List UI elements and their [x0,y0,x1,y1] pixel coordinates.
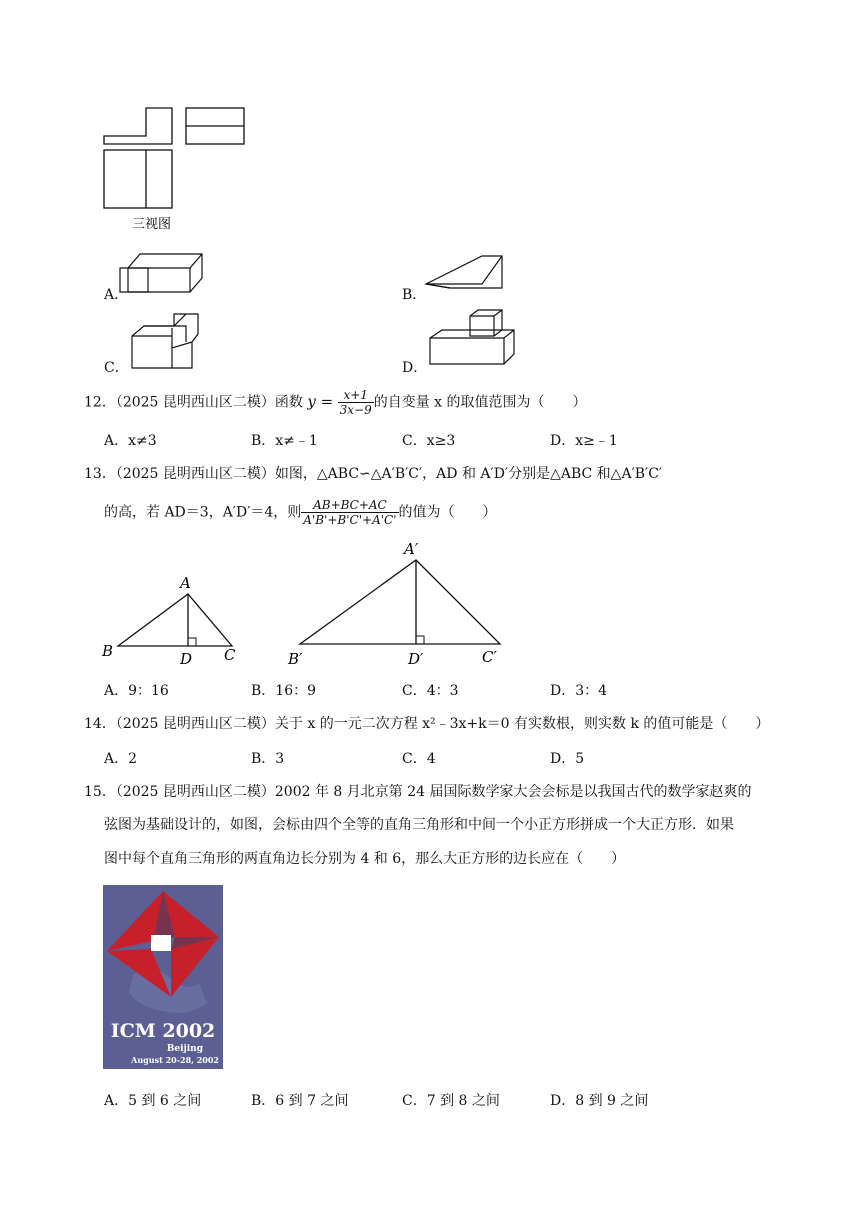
q11-option-a-label: A． [104,287,129,303]
q12-suffix: 的自变量 x 的取值范围为（ ） [373,394,587,411]
tri1-label-d: D [180,650,193,666]
q15-stem-line2: 弦图为基础设计的，如图，会标由四个全等的直角三角形和中间一个小正方形拼成一个大正方形．如果 [104,817,734,833]
q12-option-c: C．x≥3 [402,433,456,449]
q12-stem [84,388,804,417]
logo-title: ICM 2002 [110,1020,216,1042]
q12-y-eq: y = [307,392,334,411]
q13-line2-prefix: 的高，若 AD＝3，A′D′＝4，则 [104,504,302,521]
q15-option-b: B．6 到 7 之间 [251,1093,349,1109]
tri1-label-a: A [180,574,191,592]
q14-option-b: B．3 [251,751,285,767]
icm-2002-logo [103,885,223,1069]
tri1-label-b: B [102,642,114,660]
q14-option-a: A．2 [104,751,138,767]
q14-option-c: C．4 [402,751,436,767]
q13-triangle-abc [100,570,250,666]
q12-prefix: 12．（2025 昆明西山区二模）函数 [84,394,303,411]
q14-stem: 14．（2025 昆明西山区二模）关于 x 的一元二次方程 x²﹣3x+k＝0 有实数根，则实数 k 的值可能是（ ） [84,716,770,732]
q13-option-c: C．4：3 [402,683,459,699]
tri2-label-d: D′ [408,650,424,668]
q12-option-a: A．x≠3 [104,433,157,449]
three-view-caption: 三视图 [132,217,172,232]
q12-option-b: B．x≠﹣1 [251,433,318,449]
tri2-label-c: C′ [482,648,497,666]
q11-option-d-label: D． [402,360,428,376]
q13-option-a: A．9：16 [104,683,169,699]
q14-option-d: D．5 [550,751,585,767]
q13-fraction-numerator: AB+BC+AC [301,498,398,513]
q13-stem-line1: 13．（2025 昆明西山区二模）如图，△ABC∽△A′B′C′，AD 和 A′D′分别是△ABC 和△A′B′C′ [84,466,663,482]
q12-fraction-numerator: x+1 [338,388,374,403]
three-view-figure [100,104,250,234]
q13-option-d: D．3：4 [550,683,608,699]
q11-option-a-figure [118,248,208,296]
q13-line2-suffix: 的值为（ ） [398,504,497,521]
logo-city: Beijing [166,1044,203,1054]
q15-option-d: D．8 到 9 之间 [550,1093,649,1109]
q11-option-c-figure [118,308,218,370]
q15-stem-line3: 图中每个直角三角形的两直角边长分别为 4 和 6，那么大正方形的边长应在（ ） [104,851,626,867]
q13-triangle-a-prime [280,536,520,670]
q15-stem-line1: 15．（2025 昆明西山区二模）2002 年 8 月北京第 24 届国际数学家大会会标是以我国古代的数学家赵爽的 [84,784,752,800]
q13-fraction-denominator: A'B'+B'C'+A'C' [303,513,397,527]
q11-option-b-figure [420,248,510,296]
front-view [104,108,172,144]
q11-option-c-label: C． [104,360,129,376]
q13-fraction [301,498,398,527]
q12-fraction-denominator: 3x−9 [339,403,372,417]
tri2-label-a: A′ [404,540,419,558]
q15-option-a: A．5 到 6 之间 [104,1093,202,1109]
logo-date: August 20-28, 2002 [131,1055,219,1065]
q12-option-d: D．x≥﹣1 [550,433,618,449]
q13-stem-line2 [104,498,824,527]
q11-option-d-figure [428,306,520,368]
q13-option-b: B．16：9 [251,683,317,699]
q11-option-b-label: B． [402,287,427,303]
tri2-label-b: B′ [288,650,303,668]
tri1-label-c: C [224,646,236,664]
q15-option-c: C．7 到 8 之间 [402,1093,500,1109]
q12-fraction [338,388,374,417]
top-view [104,150,172,208]
